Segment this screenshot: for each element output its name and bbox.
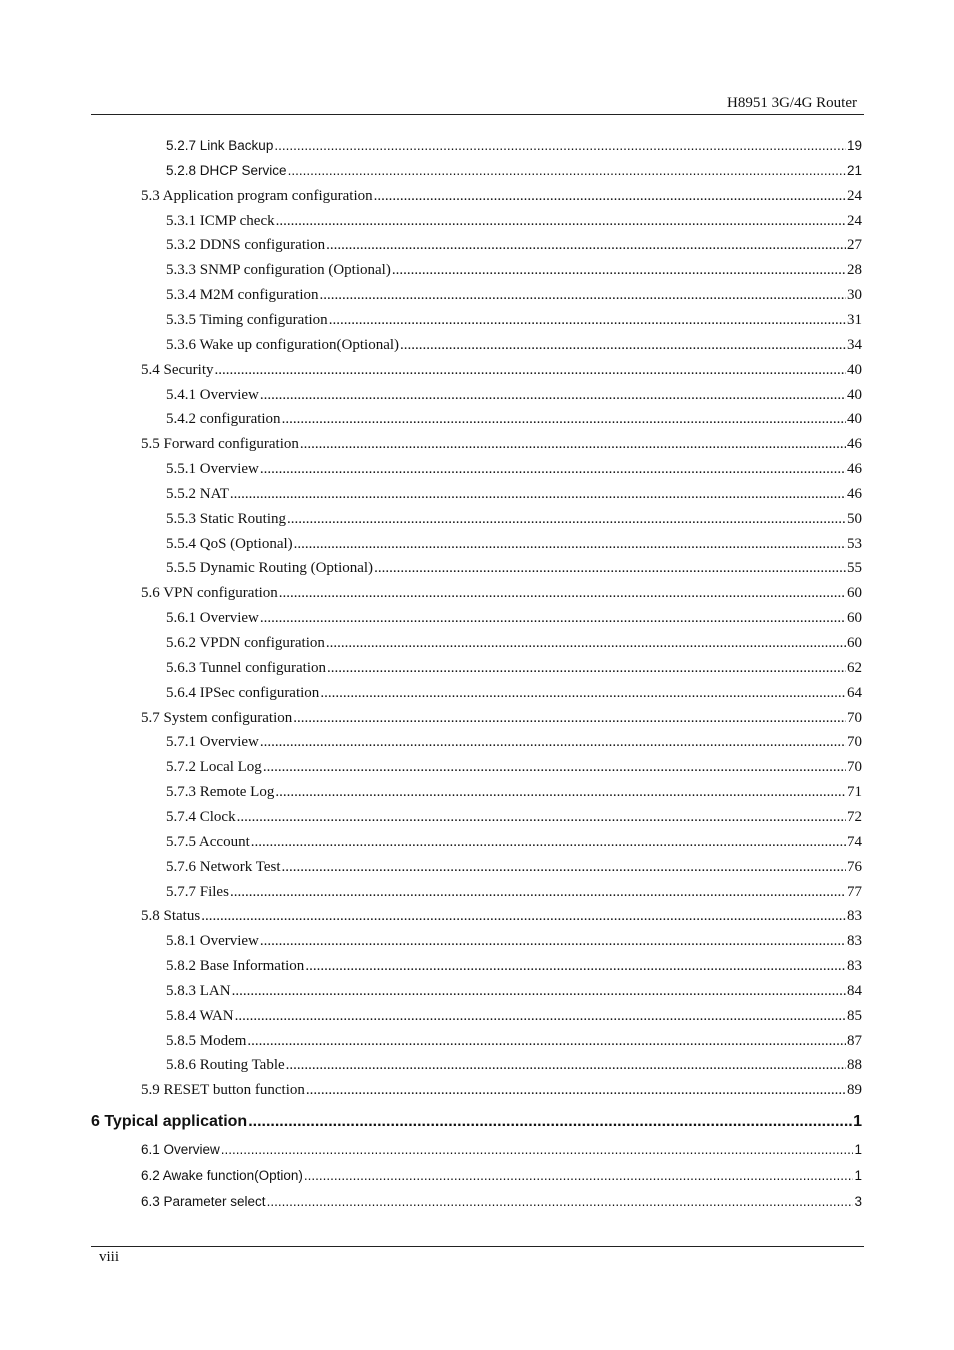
toc-entry-page: 77	[847, 883, 862, 900]
toc-entry[interactable]	[166, 782, 862, 802]
toc-entry-page: 40	[847, 361, 862, 378]
toc-dot-leader	[305, 956, 846, 976]
toc-dot-leader	[279, 583, 846, 603]
toc-dot-leader	[267, 1192, 854, 1212]
toc-entry[interactable]	[166, 558, 862, 578]
toc-dot-leader	[263, 757, 846, 777]
toc-entry[interactable]	[141, 583, 862, 603]
toc-entry-label: 5.4 Security	[141, 361, 214, 378]
toc-entry-label: 5.5.2 NAT	[166, 485, 229, 502]
toc-entry[interactable]	[166, 235, 862, 255]
toc-entry-label: 5.2.7 Link Backup	[166, 138, 274, 153]
toc-entry[interactable]	[166, 260, 862, 280]
toc-entry-label: 5.3 Application program configuration	[141, 187, 373, 204]
toc-entry[interactable]	[166, 633, 862, 653]
toc-entry-page: 89	[847, 1082, 862, 1099]
toc-dot-leader	[274, 136, 846, 156]
toc-entry-page: 24	[847, 187, 862, 204]
toc-dot-leader	[260, 385, 846, 405]
toc-dot-leader	[288, 161, 846, 181]
toc-dot-leader	[276, 211, 846, 231]
toc-dot-leader	[400, 335, 846, 355]
toc-entry-label: 5.7.7 Files	[166, 883, 229, 900]
toc-entry[interactable]	[166, 608, 862, 628]
toc-entry-page: 30	[847, 287, 862, 304]
toc-entry[interactable]	[166, 484, 862, 504]
toc-entry-page: 60	[847, 635, 862, 651]
toc-entry-label: 5.6.2 VPDN configuration	[166, 635, 325, 651]
toc-entry-label: 5.5.1 Overview	[166, 461, 259, 478]
toc-entry[interactable]	[141, 186, 862, 206]
toc-entry-label: 5.8.2 Base Information	[166, 958, 305, 975]
toc-entry[interactable]	[141, 708, 862, 728]
toc-entry-page: 83	[847, 908, 862, 925]
toc-entry-page: 60	[847, 585, 862, 602]
toc-dot-leader	[230, 484, 846, 504]
toc-entry-page: 74	[847, 833, 862, 850]
toc-entry-label: 5.7.2 Local Log	[166, 759, 262, 776]
toc-entry-page: 31	[847, 311, 862, 328]
toc-dot-leader	[327, 658, 846, 678]
toc-entry-label: 5.7.5 Account	[166, 833, 250, 850]
toc-entry-page: 1	[854, 1142, 862, 1157]
toc-entry-label: 5.4.1 Overview	[166, 386, 259, 403]
toc-entry-page: 3	[854, 1194, 862, 1209]
toc-entry[interactable]	[166, 683, 862, 703]
toc-entry[interactable]	[166, 832, 862, 852]
toc-entry[interactable]	[166, 409, 862, 429]
toc-entry[interactable]	[166, 136, 862, 156]
toc-entry[interactable]	[166, 931, 862, 951]
toc-entry[interactable]	[166, 732, 862, 752]
toc-entry[interactable]	[166, 285, 862, 305]
toc-dot-leader	[286, 1055, 846, 1075]
toc-dot-leader	[282, 409, 846, 429]
toc-entry[interactable]	[166, 1055, 862, 1075]
toc-entry-label: 6.1 Overview	[141, 1142, 220, 1157]
toc-dot-leader	[251, 832, 846, 852]
toc-entry-label: 5.6.4 IPSec configuration	[166, 684, 320, 701]
toc-dot-leader	[320, 683, 846, 703]
toc-entry-page: 46	[847, 461, 862, 478]
toc-entry-label: 5.3.5 Timing configuration	[166, 311, 328, 328]
toc-entry-label: 6 Typical application	[91, 1113, 248, 1130]
toc-entry[interactable]	[166, 857, 862, 877]
toc-entry-label: 5.8.1 Overview	[166, 933, 259, 950]
toc-entry[interactable]	[166, 1031, 862, 1051]
toc-entry[interactable]	[141, 1166, 862, 1186]
toc-dot-leader	[294, 534, 846, 554]
toc-dot-leader	[248, 1110, 852, 1134]
toc-entry-label: 5.8.3 LAN	[166, 982, 231, 999]
toc-entry-label: 5.7.1 Overview	[166, 734, 259, 751]
toc-entry-page: 64	[847, 684, 862, 701]
toc-entry[interactable]	[141, 360, 862, 380]
footer-rule	[91, 1246, 864, 1247]
toc-entry-label: 5.5.5 Dynamic Routing (Optional)	[166, 560, 374, 577]
toc-entry-page: 62	[847, 659, 862, 676]
toc-dot-leader	[232, 981, 846, 1001]
toc-entry[interactable]	[166, 385, 862, 405]
toc-entry-page: 84	[847, 982, 862, 999]
toc-entry-page: 87	[847, 1032, 862, 1049]
toc-entry-label: 6.2 Awake function(Option)	[141, 1168, 303, 1183]
toc-dot-leader	[304, 1166, 854, 1186]
toc-entry[interactable]	[141, 1080, 862, 1100]
toc-entry-label: 5.9 RESET button function	[141, 1082, 305, 1099]
toc-entry-label: 5.5.3 Static Routing	[166, 510, 286, 527]
toc-entry-label: 5.3.3 SNMP configuration (Optional)	[166, 262, 391, 279]
toc-entry-label: 5.7 System configuration	[141, 709, 293, 726]
toc-dot-leader	[260, 931, 846, 951]
toc-entry-page: 40	[847, 411, 862, 428]
toc-entry[interactable]	[166, 658, 862, 678]
toc-entry-page: 27	[847, 237, 862, 254]
toc-entry-label: 5.2.8 DHCP Service	[166, 162, 287, 178]
toc-entry-page: 70	[847, 734, 862, 751]
toc-entry-page: 50	[847, 510, 862, 527]
toc-entry-page: 70	[847, 759, 862, 776]
toc-entry-label: 5.7.4 Clock	[166, 808, 236, 825]
toc-entry[interactable]	[166, 757, 862, 777]
toc-entry-label: 5.3.2 DDNS configuration	[166, 237, 326, 254]
toc-entry-page: 34	[847, 336, 862, 353]
toc-entry[interactable]	[166, 161, 862, 181]
toc-dot-leader	[260, 732, 846, 752]
toc-dot-leader	[374, 186, 846, 206]
toc-dot-leader	[374, 558, 846, 578]
toc-entry-label: 6.3 Parameter select	[141, 1194, 266, 1209]
toc-entry[interactable]	[91, 1110, 862, 1134]
toc-dot-leader	[329, 310, 846, 330]
toc-entry[interactable]	[166, 807, 862, 827]
toc-entry[interactable]	[141, 434, 862, 454]
toc-entry-page: 28	[847, 262, 862, 279]
toc-entry-label: 5.8.5 Modem	[166, 1032, 247, 1049]
toc-entry-label: 5.7.3 Remote Log	[166, 784, 275, 801]
toc-entry[interactable]	[141, 906, 862, 926]
toc-dot-leader	[247, 1031, 846, 1051]
toc-dot-leader	[326, 633, 846, 653]
toc-entry[interactable]	[166, 956, 862, 976]
toc-entry-page: 85	[847, 1007, 862, 1024]
page-number: viii	[99, 1249, 120, 1265]
toc-entry-label: 5.3.6 Wake up configuration(Optional)	[166, 336, 400, 353]
toc-entry-label: 5.8.4 WAN	[166, 1007, 234, 1024]
toc-dot-leader	[282, 857, 847, 877]
toc-dot-leader	[260, 608, 846, 628]
toc-entry-page: 71	[847, 784, 862, 801]
toc-entry[interactable]	[166, 1006, 862, 1026]
toc-entry-page: 46	[847, 436, 862, 453]
toc-entry-page: 46	[847, 485, 862, 502]
toc-entry[interactable]	[166, 509, 862, 529]
toc-entry[interactable]	[166, 459, 862, 479]
toc-dot-leader	[300, 434, 846, 454]
toc-dot-leader	[260, 459, 846, 479]
toc-entry[interactable]	[166, 310, 862, 330]
toc-dot-leader	[392, 260, 846, 280]
toc-dot-leader	[230, 882, 846, 902]
toc-dot-leader	[237, 807, 846, 827]
toc-entry[interactable]	[141, 1192, 862, 1212]
toc-entry-page: 70	[847, 709, 862, 726]
running-header: H8951 3G/4G Router	[727, 95, 857, 111]
toc-dot-leader	[235, 1006, 846, 1026]
toc-dot-leader	[215, 360, 847, 380]
toc-dot-leader	[306, 1080, 846, 1100]
toc-entry-label: 5.3.1 ICMP check	[166, 212, 275, 229]
toc-entry-label: 5.5 Forward configuration	[141, 436, 299, 453]
toc-entry-page: 24	[847, 212, 862, 229]
toc-entry-page: 88	[847, 1057, 862, 1074]
toc-entry-page: 40	[847, 386, 862, 403]
toc-dot-leader	[275, 782, 846, 802]
toc-entry-label: 5.3.4 M2M configuration	[166, 287, 319, 304]
toc-entry-label: 5.6.1 Overview	[166, 610, 259, 627]
toc-entry[interactable]	[166, 211, 862, 231]
toc-entry[interactable]	[166, 534, 862, 554]
toc-dot-leader	[293, 708, 846, 728]
toc-entry-label: 5.4.2 configuration	[166, 411, 281, 428]
toc-entry[interactable]	[166, 335, 862, 355]
toc-entry-page: 72	[847, 808, 862, 825]
toc-entry-label: 5.8 Status	[141, 908, 201, 925]
toc-dot-leader	[201, 906, 846, 926]
toc-dot-leader	[221, 1140, 854, 1160]
toc-entry-page: 1	[854, 1168, 862, 1183]
toc-entry-page: 53	[847, 535, 862, 552]
toc-entry-page: 1	[853, 1113, 862, 1130]
toc-entry[interactable]	[166, 981, 862, 1001]
toc-entry-page: 60	[847, 610, 862, 627]
toc-entry-page: 21	[846, 162, 862, 178]
toc-dot-leader	[326, 235, 846, 255]
toc-entry[interactable]	[166, 882, 862, 902]
toc-entry-page: 19	[846, 138, 862, 153]
toc-entry-label: 5.6.3 Tunnel configuration	[166, 659, 326, 676]
toc-entry-label: 5.5.4 QoS (Optional)	[166, 535, 293, 552]
toc-entry[interactable]	[141, 1140, 862, 1160]
toc-entry-label: 5.7.6 Network Test	[166, 858, 281, 875]
toc-entry-page: 83	[847, 958, 862, 975]
toc-entry-label: 5.8.6 Routing Table	[166, 1057, 285, 1074]
toc-dot-leader	[287, 509, 846, 529]
toc-entry-page: 55	[847, 560, 862, 577]
toc-entry-page: 76	[847, 858, 862, 875]
toc-dot-leader	[319, 285, 846, 305]
toc-entry-label: 5.6 VPN configuration	[141, 585, 278, 602]
toc-entry-page: 83	[847, 933, 862, 950]
